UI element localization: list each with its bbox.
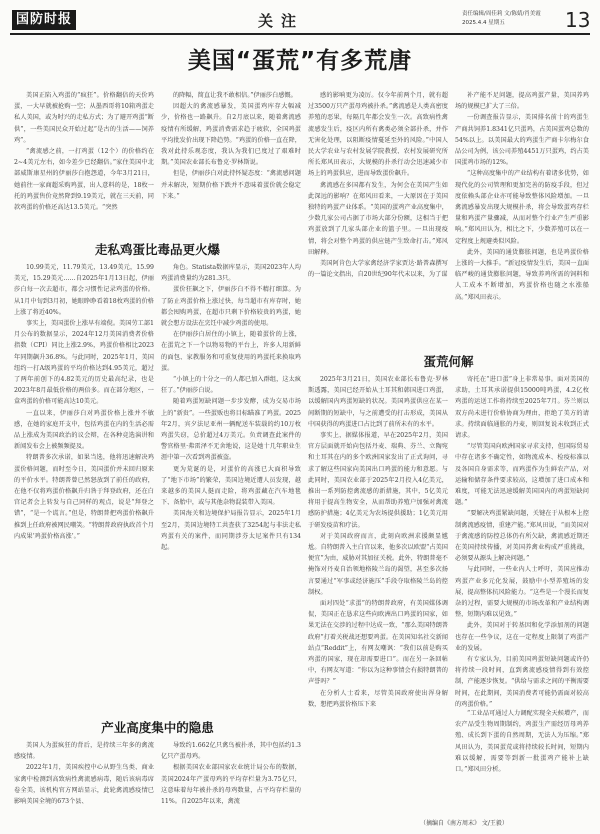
- article-paragraph: 2022年1月，美国疾控中心从野生鸟类、商业家禽中检测到高致病性禽流感病毒，随后该病毒席卷全美，该机构官方网站显示，此轮禽流感疫情已影响美国全境的673个县、: [14, 764, 154, 806]
- article-paragraph: 的降幅，简直让我不敢相信。”伊丽莎白感慨。: [173, 92, 297, 99]
- subhead-solution: 蛋荒何解: [423, 354, 474, 369]
- masthead-rule: [10, 33, 590, 35]
- article-paragraph: 此外，美国对于转基因和化学添加剂的问题也存在一些争议，这在一定程度上限制了鸡蛋产业的发展。: [455, 622, 589, 652]
- masthead: [10, 6, 590, 36]
- article-paragraph: 10.99美元，11.79美元，13.49美元，15.99美元，15.29美元……自2025年1月13日起，伊丽莎白每一次去超市，都会习惯性记录鸡蛋的价格。从1月中旬到3月初，她眼睁睁看着18枚鸡蛋的价格上涨了将近40%。: [14, 264, 154, 316]
- subhead-egg-smuggling: 走私鸡蛋比毒品更火爆: [94, 242, 220, 257]
- article-paragraph: “小镇上的十分之一的人都已加入群组，这太疯狂了。”伊丽莎白说。: [161, 376, 301, 395]
- article-paragraph: 事实上，美国蛋价上涨早有端倪。美国劳工部1月公布的数据显示，2024年12月美国消费者价格指数（CPI）同比上涨2.9%，鸡蛋价格相比2023年同期飙升36.8%。与此同时，2025年1月，美国纽约一打A级鸡蛋的平均价格达到4.95美元，超过了两年前创下的4.82美元的历史最高纪录，也是2023年8月最低价格的两倍多。而在部分地区，一盒鸡蛋的价格可能高达10美元。: [14, 320, 154, 406]
- subhead-industry-concentration: 产业高度集中的隐患: [101, 720, 214, 735]
- article-paragraph: 一直以来，伊丽莎白对鸡蛋价格上涨并不敏感，在她的家庭开支中，包括鸡蛋在内的生活必需品上涨成为美国政治的议会辩，在各种竞选演讲和新闻发布会上被频频提及。: [14, 409, 154, 451]
- article-column-1-bottom: [14, 740, 154, 830]
- article-paragraph: 事实上，据媒体报道，早在2025年2月，美国官方层面就开始向包括丹麦、瑞典、芬兰、立陶宛和土耳其在内的多个欧洲国家发出了正式询问，寻求了解这些国家向美国出口鸡蛋的能力和意愿。与此同时，美国农业部于2025年2月投入4亿美元，推出一系列防控禽流感的新措施，其中，5亿美元将用于提高生物安全，从而帮助养殖户加强对禽流感防护措施；4亿美元为农场提供援助；1亿美元用于研发疫苗和疗法。: [308, 432, 448, 529]
- article-paragraph: 在伊丽莎白居住的小镇上，随着蛋价的上涨，在蛋荒之下一个以物易物的平台上，许多人用新鲜的面包、家教服务和可重复使用的鸡蛋托来换取鸡蛋。: [161, 331, 301, 372]
- article-paragraph: 感的影响更为凌厉。仅今年前两个月，就有超过3500万只产蛋母鸡被扑杀。”禽流感是人类高密度养殖的恶果，每隔几年都会发生一次。高致病性禽流感发生后，疫区内所有禽类必须全部扑杀，并作无害化处理，以阻断疫情蔓延至外的风险。”中国人民大学农业与农村发展学院教授、农村发展研究所所长郑风田表示，大规模的扑杀行动会迅速减少市场上的鸡蛋供应，进而导致蛋价飙升。: [308, 92, 448, 178]
- article-paragraph: “尽管美国向欧洲国家寻求支持，但国际贸易中存在诸多不确定性，如物流成本、检疫标准以及各国自身需求等，而鸡蛋作为生鲜农产品，对运输和储存条件要求较高，这增加了进口成本和难度，可能无法迅速缓解美国国内的鸡蛋短缺问题。”: [455, 443, 589, 507]
- article-paragraph: “禽流感之前，一打鸡蛋（12个）的价格约在2~4美元左右，如今差少已经翻倍。”家住美国中北部威斯康星州的伊丽莎白抱怨道，今年3月21日，她前往一家商超采购鸡蛋，出人意料的是，18枚一托的鸡蛋售价竟然降到9.19美元，就在三天前，同款鸡蛋的价格还高达13.5美元。“突然: [14, 148, 154, 212]
- article-column-2-bottom: [161, 740, 301, 830]
- date-line: 2025.4.4 星期五: [462, 20, 505, 26]
- article-paragraph: “工业品可通过人力调配实现全天候增产，而农产品受生物周期制约，鸡蛋生产需经历母鸡养殖、成长到下蛋的自然周期，无法人为压缩。”郑风田认为，美国蛋荒或将持续较长时间，短期内难以缓解，需要等到新一批蛋鸡产能补上缺口。”郑风田分析。: [455, 710, 589, 774]
- article-paragraph: 对于美国政府而言，此刻向欧洲求援颇显尴尬。自特朗普入主白宫以来，他多次以欧盟“占美国便宜”为由，威胁对其加征关税。此外，特朗普毫不掩饰对丹麦自治领地格陵兰岛的渴望，甚至多次扬言要通过“军事或经济施压”手段夺取格陵兰岛的控制权。: [308, 532, 448, 596]
- article-paragraph: 随着鸡蛋短缺问题一步步发酵，成为交易市场上的“新贵”。一些蛋贩也将目标瞄准了鸡蛋。2025年2月，宾夕法尼亚州一辆配送车装载的约10万枚鸡蛋失窃，总价超过4万美元。负责调查此案件的警官格里·弗雷泽不无舍地说，这是她十几年职业生涯中第一次看到鸡蛋被盗。: [161, 398, 301, 462]
- article-column-2-top: [161, 90, 301, 235]
- article-paragraph: 但是，伊丽莎白对此持怀疑态度：“禽流感问题并未解决，短期价格下跌并不意味着蛋价就会稳定下来。”: [161, 170, 301, 200]
- article-paragraph: 根据美国农业部国家农业统计局公布的数据，美国2024年产蛋母鸡的平均存栏量为3.75亿只，这意味着每年被扑杀的母鸡数量，占平均存栏量的11%。自2025年以来，禽流: [161, 764, 301, 806]
- article-paragraph: 在分析人士看来，尽管美国政府使出浑身解数，想把鸡蛋价格压下来: [308, 689, 448, 708]
- article-paragraph: “这种高度集中的产业结构有着诸多优势，如现代化的公司管理和更加完善的防疫手段，但过度依赖头部企业亦可能导致整体风险增加。一旦禽流感暴发出现大规模扑杀，将会导致蛋鸡存栏量和鸡蛋产量骤减，从而对整个行业产生严重影响。”郑风田认为，相比之下，少数养殖可以在一定程度上规避类似风险。: [455, 170, 589, 245]
- section-title: 关注: [258, 12, 305, 30]
- article-paragraph: 蛋价狂飙之下，伊丽莎白不得不精打细算。为了防止鸡蛋价格上涨过快，每当超市有库存时，她都会囤购鸡蛋，在超市只剩下价格较贵的鸡蛋，她就会想方设法在烹饪中减少鸡蛋的使用。: [161, 286, 301, 328]
- article-paragraph: 更为荒诞的是，对蛋价的高涨已大面积导致了“地下市场”的繁荣，美国边境近遭人员发现，越来越多的美国人挺而走险，将鸡蛋藏在汽车地毯下、备胎中，或与其他杂物混装带入美国。: [161, 465, 301, 507]
- article-paragraph: 2025年3月21日，美国农业部长布鲁克·罗林斯透露，美国已经开始从土耳其和韩国进口鸡蛋，以缓解国内鸡蛋短缺的状况。美国鸡蛋供应在某一间断期的短缺中，与之前遭受的打击形成，美国从中国获得的鸡蛋进口占比到了前所未有的水平。: [308, 376, 448, 428]
- article-paragraph: 禽流感在多国都有发生，为何会在美国产生如此深远的影响？在郑风田看来，一大原因在于美国独特的鸡蛋产业体系。“美国的蛋鸡产业高度集中，少数几家公司占据了市场大部分份额，这相当于把鸡蛋放到了几家头部企业的篮子里。一旦出现疫情，将会对整个鸡蛋的供应链产生致命打击。”郑风田解释。: [308, 181, 448, 256]
- article-column-1-top: [14, 90, 154, 235]
- article-paragraph: 美国海关和边境保护局报告显示，2025年1月至2月，美国边境特工共查获了3254起与非法走私鸡蛋有关的案件，而同期涉芬太尼案件只有134起。: [161, 510, 301, 552]
- article-paragraph: 寄托在“进口蛋”身上非常易事。面对美国的求助，土耳其承诺提供15000吨鸡蛋，4.2亿枚鸡蛋的运送工作将持续至2025年7月。芬兰则以双方尚未进行价格协商为理由，拒绝了美方的请求。持续面临通胀的丹麦，则回复说未收到正式请求。: [455, 376, 589, 440]
- byline: （摘编自《南方周末》 文/王毅）: [420, 820, 508, 827]
- article-paragraph: 美国阿肯色大学家禽经济学家贾达·路普森撰写的一篇论文指出，自20世纪90年代末以来，为了谋: [308, 260, 448, 279]
- article-paragraph: 美国正陷入鸡蛋的“疯狂”。价格翻倍的天价鸡蛋，一大早就被抢购一空；从墨西哥将10箱鸡蛋走私人美国，或为时兴的走私方式；为了避开鸡蛋“断供”，一些美国民众开始过起“是古的生活——饲养鸡”。: [14, 92, 154, 144]
- article-paragraph: 面对四处“求蛋”的特朗普政府，有美国媒体调侃，美国正在恳求这些向欧洲出口鸡蛋的国家，如果无法在交涉的过程中达成一致，“那么美国特朗普政府”打着关税战还想要鸡蛋。在美国知名社交新闻站点“Reddit”上，有网友嘲讽：“我们以前是购买鸡蛋的国家，现在却需要进口”。而在另一条回帖中，有网友写道：“你以为这种事情会有损特朗普的声誉吗？”: [308, 600, 448, 686]
- page-headline: 美国“蛋荒”有多荒唐: [187, 48, 413, 74]
- newspaper-logo: 国防时报: [12, 10, 76, 30]
- article-column-4-mid: [455, 374, 589, 708]
- editor-line: 责任编辑/周佳莉 文/陈婧/肖美霞: [462, 11, 541, 17]
- article-paragraph: 特朗普多次承诺，如果当选，他将迅速解决鸡蛋价格问题，而时至今日，美国蛋价并未回归原来的平价水平。特朗普曾已然怒放到了前任的政府，在他不仅将鸡蛋价格飙升归咎于拜登政府，还在白宫记者会上转发与自己同样的观点，说是“拜登之错”，“是一个谎言。”但是，特朗普把鸡蛋价格飙升推到上任政府被网民嘲笑。“特朗普政府执政首个月内成果‘鸡蛋价格高涨’。”: [14, 454, 154, 540]
- article-column-4-top: [455, 90, 589, 345]
- article-paragraph: 有专家认为，目前美国鸡蛋短缺问题或许仍将持续一段时间，直到禽流感疫情得到有效控制，产能逐步恢复。“供给与需求之间的平衡需要时间，在此期间，美国消费者可能仍需面对较高的鸡蛋价格。”: [455, 656, 589, 708]
- article-paragraph: “要解决鸡蛋紧缺问题，关键在于从根本上控制禽流感疫情，重建产能。”郑风田说，“而美国对于禽流感的防控总体仍有所欠缺，禽流感近期还在美国持续传播，对美国养禽业构成严重挑战，必须要从源头上解决问题。”: [455, 510, 589, 563]
- article-column-2-mid: [161, 262, 301, 712]
- article-paragraph: 一份调查报告显示，美国排名前十的鸡蛋生产商共饲养1.8341亿只蛋鸡，占美国蛋鸡总数的54%以上。以美国最大的鸡蛋生产商卡尔梅尔食品公司为例，该公司养殖4451万只蛋鸡，约占美国蛋鸡市场的12%。: [455, 114, 589, 167]
- article-paragraph: 补产能不足问题，提高鸡蛋产量，美国养鸡场的规模已扩大了三倍。: [455, 92, 589, 111]
- article-paragraph: 美国人为蛋疯狂的背后，是持续三年多的禽流感疫情。: [14, 742, 154, 761]
- article-column-4-bottom: [455, 708, 589, 814]
- article-paragraph: 此外，美国的通货膨胀问题，也是鸡蛋价格上涨的一大推手。“新冠疫情发生后，美国一直面临严峻的通货膨胀问题，导致养鸡所需的饲料和人工成本不断增加，鸡蛋价格也随之水涨船高。”郑风田表示。: [455, 248, 589, 301]
- article-paragraph: 导致约1.662亿只禽鸟被扑杀，其中包括约1.3亿只产蛋母鸡。: [161, 742, 301, 761]
- article-column-3-top: [308, 90, 448, 345]
- article-paragraph: 与此同时，一些业内人士呼吁，美国应推动鸡蛋产业多元化发展，鼓励中小型养殖场的发展，提高整体抗风险能力。“这些是一个漫长而复杂的过程，需要大规模的市场改革和产业结构调整，短期内难以见效。”: [455, 566, 589, 619]
- article-column-1-mid: [14, 262, 154, 712]
- article-paragraph: 因超大的禽流感暴发，美国蛋鸡库存大幅减少，价格也一路飙升。自2月底以来，随着禽流感疫情有所缓解，鸡蛋消费需求趋于疲软，全国鸡蛋平均批发价出现下降趋势。“鸡蛋的价格一直在降，我对此持乐观态度，我认为我们已度过了艰难时期。”美国农业部长布鲁克·罗林斯说。: [161, 103, 301, 167]
- issue-meta: [462, 10, 562, 28]
- article-column-3-mid: [308, 374, 448, 814]
- article-paragraph: 角色。Statista数据库显示，美国2023年人均鸡蛋消费量约为281.3只。: [161, 264, 301, 283]
- page-number: 13: [565, 8, 591, 32]
